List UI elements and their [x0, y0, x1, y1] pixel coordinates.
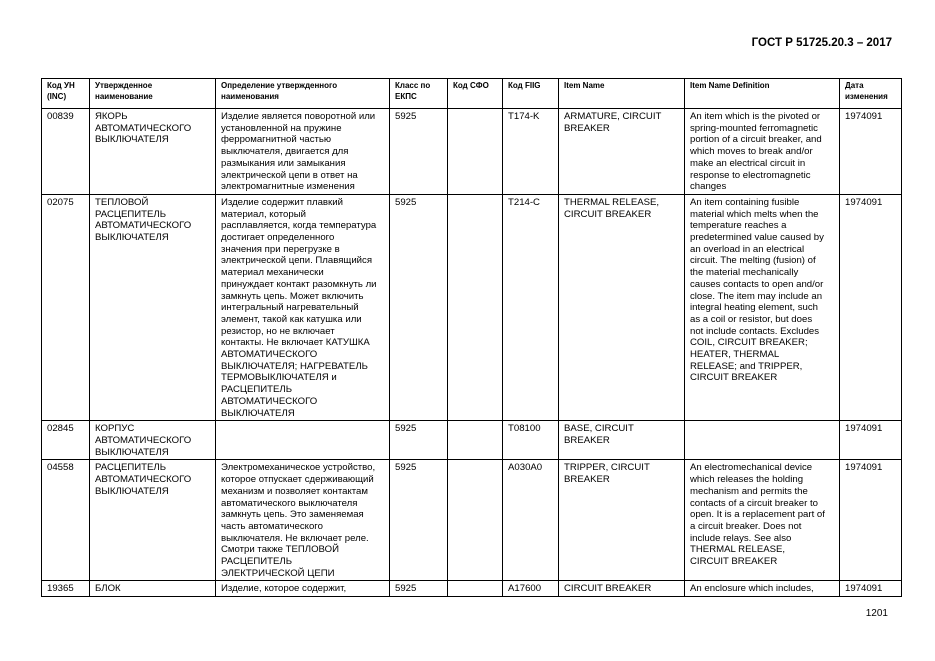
column-header-date: Дата изменения: [840, 79, 902, 109]
cell-definition: Изделие, которое содержит,: [216, 581, 390, 597]
page-number: 1201: [865, 608, 888, 619]
table-row: [42, 460, 902, 581]
cell-definition: [216, 421, 390, 460]
nomenclature-table: [41, 78, 902, 597]
column-header-approved-name: Утвержденное наименование: [90, 79, 216, 109]
cell-class: 5925: [390, 581, 448, 597]
cell-definition: Изделие содержит плавкий материал, который расплавляется, когда температура достигает определенного значения при перегрузке в электрической цепи. Плавящийся материал механически принуждает контакт разомкнуть ли замкнуть цепь. Может включить интегральный нагревательный элемент, такой как катушка или резистор, но не включает контакты. Не включает КАТУШКА АВТОМАТИЧЕСКОГО ВЫКЛЮЧАТЕЛЯ; НАГРЕВАТЕЛЬ ТЕРМОВЫКЛЮЧАТЕЛЯ и РАСЦЕПИТЕЛЬ АВТОМАТИЧЕСКОГО ВЫКЛЮЧАТЕЛЯ: [216, 194, 390, 420]
cell-inc: 04558: [42, 460, 90, 581]
cell-approved-name: РАСЦЕПИТЕЛЬ АВТОМАТИЧЕСКОГО ВЫКЛЮЧАТЕЛЯ: [90, 460, 216, 581]
cell-class: 5925: [390, 421, 448, 460]
cell-approved-name: ТЕПЛОВОЙ РАСЦЕПИТЕЛЬ АВТОМАТИЧЕСКОГО ВЫКЛЮЧАТЕЛЯ: [90, 194, 216, 420]
cell-item-name: ARMATURE, CIRCUIT BREAKER: [559, 109, 685, 195]
cell-fiig: A030A0: [503, 460, 559, 581]
column-header-class: Класс по ЕКПС: [390, 79, 448, 109]
column-header-sfo: Код СФО: [448, 79, 503, 109]
cell-approved-name: КОРПУС АВТОМАТИЧЕСКОГО ВЫКЛЮЧАТЕЛЯ: [90, 421, 216, 460]
cell-item-name: TRIPPER, CIRCUIT BREAKER: [559, 460, 685, 581]
cell-item-name: THERMAL RELEASE, CIRCUIT BREAKER: [559, 194, 685, 420]
table-row: [42, 194, 902, 420]
cell-inc: 19365: [42, 581, 90, 597]
cell-item-definition: An electromechanical device which releases the holding mechanism and permits the contacts of a circuit breaker to open. It is a replacement part of a circuit breaker. Does not include relays. See also THERMAL RELEASE, CIRCUIT BREAKER: [685, 460, 840, 581]
cell-date: 1974091: [840, 421, 902, 460]
cell-date: 1974091: [840, 460, 902, 581]
cell-item-definition: An enclosure which includes,: [685, 581, 840, 597]
cell-class: 5925: [390, 109, 448, 195]
cell-fiig: T214-C: [503, 194, 559, 420]
cell-fiig: T174-K: [503, 109, 559, 195]
cell-sfo: [448, 581, 503, 597]
column-header-inc: Код УН (INC): [42, 79, 90, 109]
cell-sfo: [448, 194, 503, 420]
cell-class: 5925: [390, 460, 448, 581]
column-header-definition: Определение утвержденного наименования: [216, 79, 390, 109]
cell-inc: 02075: [42, 194, 90, 420]
cell-fiig: A17600: [503, 581, 559, 597]
column-header-item-name: Item Name: [559, 79, 685, 109]
column-header-item-definition: Item Name Definition: [685, 79, 840, 109]
column-header-fiig: Код FIIG: [503, 79, 559, 109]
cell-inc: 00839: [42, 109, 90, 195]
cell-approved-name: ЯКОРЬ АВТОМАТИЧЕСКОГО ВЫКЛЮЧАТЕЛЯ: [90, 109, 216, 195]
cell-definition: Электромеханическое устройство, которое отпускает сдерживающий механизм и позволяет контактам автоматического выключателя замкнуть цепь. Это заменяемая часть автоматического выключателя. Не включает реле. Смотри также ТЕПЛОВОЙ РАСЦЕПИТЕЛЬ ЭЛЕКТРИЧЕСКОЙ ЦЕПИ: [216, 460, 390, 581]
cell-item-definition: An item containing fusible material which melts when the temperature reaches a predetermined value caused by an overload in an electrical circuit. The melting (fusion) of the material mechanically causes contacts to open and/or close. The item may include an integral heating element, such as a coil or resistor, but does not include contacts. Excludes COIL, CIRCUIT BREAKER; HEATER, THERMAL RELEASE; and TRIPPER, CIRCUIT BREAKER: [685, 194, 840, 420]
cell-sfo: [448, 460, 503, 581]
table-row: [42, 109, 902, 195]
cell-item-definition: An item which is the pivoted or spring-mounted ferromagnetic portion of a circuit breaker, and which moves to break and/or make an electrical circuit in response to electromagnetic changes: [685, 109, 840, 195]
table-row: [42, 421, 902, 460]
cell-approved-name: БЛОК: [90, 581, 216, 597]
cell-fiig: T08100: [503, 421, 559, 460]
cell-sfo: [448, 109, 503, 195]
cell-date: 1974091: [840, 581, 902, 597]
cell-date: 1974091: [840, 109, 902, 195]
cell-inc: 02845: [42, 421, 90, 460]
table-row: [42, 581, 902, 597]
cell-item-definition: [685, 421, 840, 460]
cell-class: 5925: [390, 194, 448, 420]
cell-definition: Изделие является поворотной или установленной на пружине ферромагнитной частью выключателя, двигается для размыкания или замыкания электрической цепи в ответ на электромагнитные изменения: [216, 109, 390, 195]
cell-date: 1974091: [840, 194, 902, 420]
cell-sfo: [448, 421, 503, 460]
cell-item-name: BASE, CIRCUIT BREAKER: [559, 421, 685, 460]
document-header: ГОСТ Р 51725.20.3 – 2017: [751, 37, 892, 49]
table-header-row: [42, 79, 902, 109]
cell-item-name: CIRCUIT BREAKER: [559, 581, 685, 597]
